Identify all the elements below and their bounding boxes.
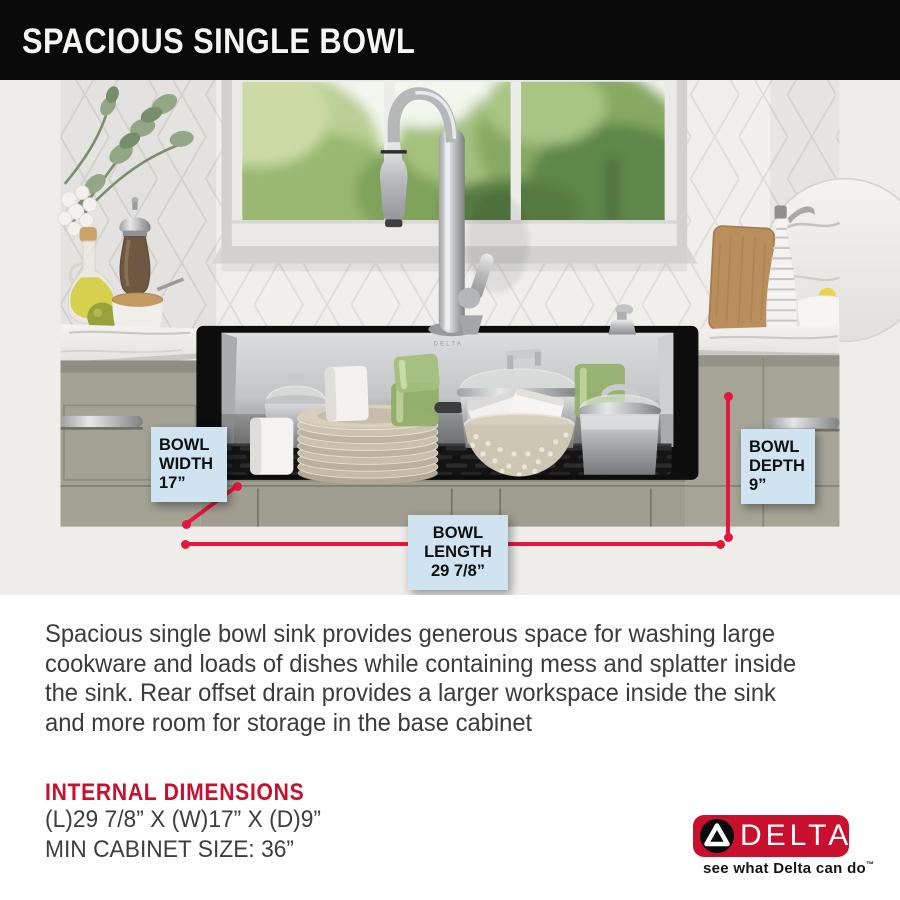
trademark-symbol: ™ xyxy=(866,860,875,869)
kitchen-photo xyxy=(0,80,900,595)
depth-line-dot-top xyxy=(724,392,733,401)
brand-tagline: see what Delta can do™ xyxy=(703,860,875,877)
right-drawer-handle xyxy=(769,418,840,429)
white-tumbler xyxy=(324,366,368,422)
length-line-dot-right xyxy=(716,540,725,549)
header-bar xyxy=(0,0,900,80)
bowl-length-label: BOWL LENGTH 29 7/8” xyxy=(408,515,508,590)
width-line-dot-top xyxy=(233,482,242,491)
green-glasses xyxy=(391,353,440,426)
delta-logo xyxy=(693,815,853,857)
bowl-width-label: BOWL WIDTH 17” xyxy=(151,427,227,502)
window xyxy=(173,80,701,271)
depth-line-dot-bottom xyxy=(724,533,733,542)
delta-triangle-icon xyxy=(699,818,735,854)
sink-brand-text: DELTA xyxy=(433,341,463,348)
bowl-depth-label: BOWL DEPTH 9” xyxy=(741,429,815,504)
delta-logo-text: DELTA xyxy=(740,819,853,852)
length-line-dot-left xyxy=(181,540,190,549)
internal-dimensions-heading: INTERNAL DIMENSIONS xyxy=(45,779,305,806)
product-description: Spacious single bowl sink provides generous space for washing large cookware and loads of dishes while containing mess and splatter inside the sink. Rear offset drain provides a larger workspace inside the sink and more room for storage in the base cabinet xyxy=(45,620,797,737)
dimensions-value: (L)29 7/8” X (W)17” X (D)9” xyxy=(45,806,322,833)
saucepan-right xyxy=(578,387,661,475)
white-mug xyxy=(250,418,293,475)
width-line-dot-bottom xyxy=(182,520,191,529)
page-title: SPACIOUS SINGLE BOWL xyxy=(22,22,416,61)
min-cabinet-size: MIN CABINET SIZE: 36” xyxy=(45,836,295,863)
left-drawer-handle xyxy=(61,416,143,427)
bowl-depth-line xyxy=(726,396,730,538)
cutting-board xyxy=(709,226,775,333)
